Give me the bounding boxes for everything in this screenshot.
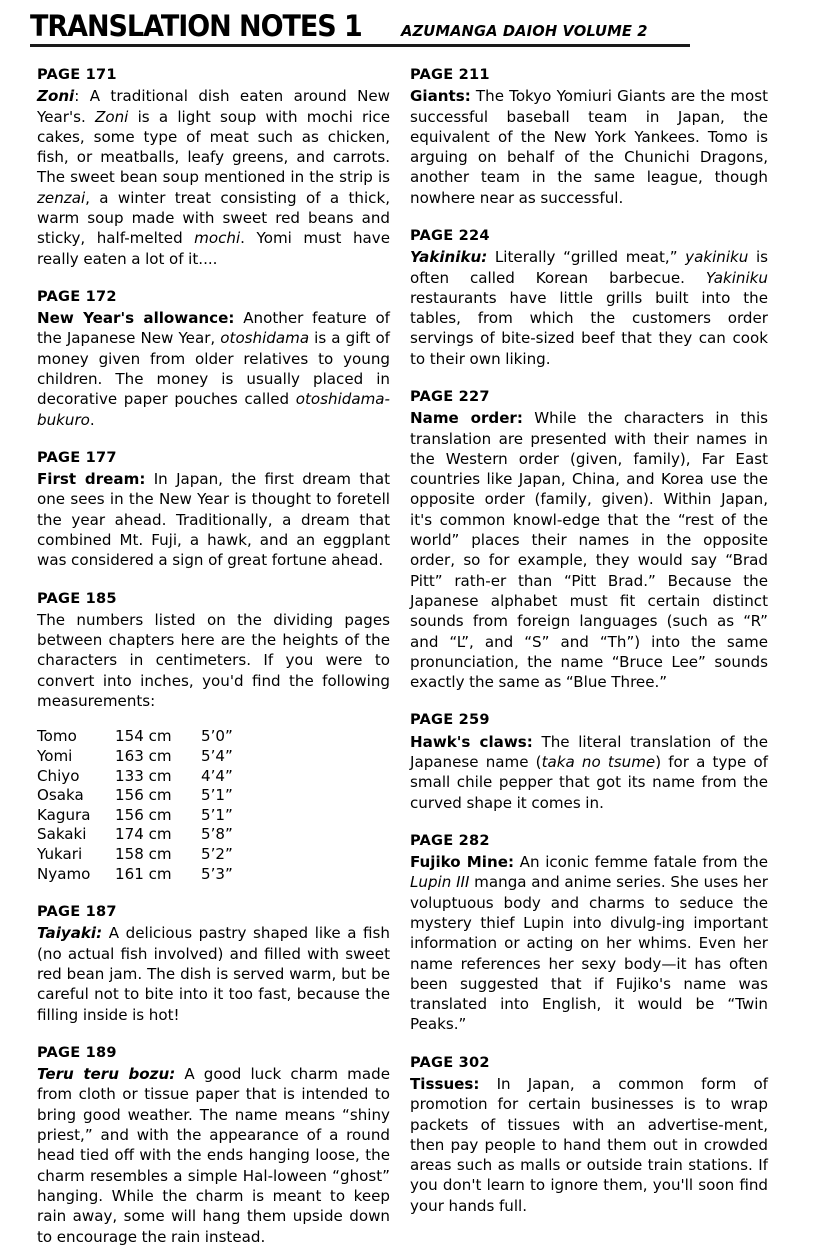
note-page-187 xyxy=(37,903,390,1025)
note-page-185 xyxy=(37,590,390,885)
note-page-211 xyxy=(410,66,768,208)
table-row xyxy=(37,825,261,845)
height-ft-cell: 5’1” xyxy=(201,786,233,805)
note-body: The numbers listed on the dividing pages between chapters here are the heights of the characters in centimeters. If you were to convert into inches, you'd find the following measurements: xyxy=(37,610,390,711)
note-page-282 xyxy=(410,832,768,1035)
note-page-224 xyxy=(410,227,768,369)
note-body: Giants: The Tokyo Yomiuri Giants are the most successful baseball team in Japan, the equivalent of the New York Yankees. Tomo is arguing on behalf of the Chunichi Dragons, another team in the same league, though nowhere near as successful. xyxy=(410,87,768,207)
height-name-cell: Tomo xyxy=(37,727,77,746)
height-cm-cell: 156 cm xyxy=(115,805,172,824)
note-page-177 xyxy=(37,449,390,571)
page-label: PAGE 211 xyxy=(410,66,490,83)
height-table-body xyxy=(37,727,261,884)
page-label: PAGE 224 xyxy=(410,227,490,245)
height-cm-cell: 163 cm xyxy=(115,746,172,765)
page-label: PAGE 259 xyxy=(410,711,490,729)
height-ft-cell: 4’4” xyxy=(201,766,233,785)
note-page-302 xyxy=(410,1054,768,1216)
note-page-171 xyxy=(37,66,390,269)
note-body: Hawk's claws: The literal translation of the Japanese name (taka no tsume) for a type of small chile pepper that got its name from the curved shape it comes in. xyxy=(410,732,768,812)
height-name-cell: Sakaki xyxy=(37,825,87,844)
table-row xyxy=(37,747,261,767)
page-subtitle: AZUMANGA DAIOH VOLUME 2 xyxy=(400,22,648,40)
height-cm-cell: 161 cm xyxy=(115,864,172,883)
note-body: Fujiko Mine: An iconic femme fatale from the Lupin III manga and anime series. She uses her voluptuous body and charms to seduce the mystery thief Lupin into divulg-ing important information or acting on her whims. Even her name references her sexy body—it has often been suggested that if Fujiko's name was translated into English, it would be “Twin Peaks.” xyxy=(410,853,768,1034)
note-body: Tissues: In Japan, a common form of promotion for certain businesses is to wrap packets of tissues with an advertise-ment, then pay people to hand them out in crowded areas such as malls or outside train stations. If you don't learn to ignore them, you'll soon find your hands full. xyxy=(410,1074,768,1215)
table-row xyxy=(37,727,261,747)
left-column xyxy=(37,66,390,1247)
note-body: First dream: In Japan, the first dream that one sees in the New Year is thought to foretell the year ahead. Traditionally, a dream that combined Mt. Fuji, a hawk, and an eggplant was considered a sign of great fortune ahead. xyxy=(37,470,390,570)
height-cm-cell: 158 cm xyxy=(115,845,172,864)
page-label: PAGE 185 xyxy=(37,589,117,607)
page-label: PAGE 189 xyxy=(37,1043,117,1061)
header-divider xyxy=(30,44,690,47)
page-label: PAGE 227 xyxy=(410,388,490,406)
note-body: Taiyaki: A delicious pastry shaped like a fish (no actual fish involved) and filled with sweet red bean jam. The dish is served warm, but be careful not to bite into it too fast, because the filling inside is hot! xyxy=(37,924,390,1024)
page-label: PAGE 282 xyxy=(410,831,490,849)
note-body: Name order: While the characters in this translation are presented with their names in the Western order (given, family), Far East countries like Japan, China, and Korea use the opposite order (family, given). Within Japan, it's common knowl-edge that the “rest of the world” places their names in the opposite order, so for example, they would say “Brad Pitt” rath-er than “Pitt Brad.” Because the Japanese alphabet must fit certain distinct sounds from foreign languages (such as “R” and “L”, and “S” and “Th”) into the same pronunciation, the name “Bruce Lee” sounds exactly the same as “Blue Three.” xyxy=(410,409,768,692)
note-page-172 xyxy=(37,288,390,430)
note-body: New Year's allowance: Another feature of the Japanese New Year, otoshidama is a gift of money given from older relatives to young children. The money is usually placed in decorative paper pouches called otoshidama-bukuro. xyxy=(37,309,390,429)
page-label: PAGE 177 xyxy=(37,448,117,466)
masthead-line xyxy=(30,9,692,43)
note-page-189 xyxy=(37,1044,390,1247)
note-body: Yakiniku: Literally “grilled meat,” yakiniku is often called Korean barbecue. Yakiniku restaurants have little grills built into the tables, from which the customers order servings of bite-sized beef that they can cook to their own liking. xyxy=(410,248,768,368)
height-cm-cell: 154 cm xyxy=(115,727,172,746)
table-row xyxy=(37,865,261,885)
table-row xyxy=(37,806,261,826)
note-body: Zoni: A traditional dish eaten around New Year's. Zoni is a light soup with mochi rice cakes, some type of meat such as chicken, fish, or meatballs, leafy greens, and carrots. The sweet bean soup mentioned in the strip is zenzai, a winter treat consisting of a thick, warm soup made with sweet red beans and sticky, half-melted mochi. Yomi must have really eaten a lot of it.... xyxy=(37,87,390,268)
height-name-cell: Osaka xyxy=(37,786,84,805)
masthead xyxy=(30,9,692,43)
height-cm-cell: 174 cm xyxy=(115,825,172,844)
height-name-cell: Chiyo xyxy=(37,766,80,785)
table-row xyxy=(37,767,261,787)
height-name-cell: Nyamo xyxy=(37,864,91,883)
note-page-227 xyxy=(410,388,768,692)
height-cm-cell: 156 cm xyxy=(115,786,172,805)
height-ft-cell: 5’2” xyxy=(201,845,233,864)
height-name-cell: Yukari xyxy=(37,845,83,864)
table-row xyxy=(37,845,261,865)
height-ft-cell: 5’3” xyxy=(201,864,233,883)
page-label: PAGE 302 xyxy=(410,1053,490,1071)
height-ft-cell: 5’8” xyxy=(201,825,233,844)
page-label: PAGE 171 xyxy=(37,66,117,83)
height-ft-cell: 5’1” xyxy=(201,805,233,824)
height-name-cell: Yomi xyxy=(37,746,73,765)
height-ft-cell: 5’0” xyxy=(201,727,233,746)
table-row xyxy=(37,786,261,806)
right-column xyxy=(410,66,768,1216)
note-page-259 xyxy=(410,711,768,812)
character-heights-table xyxy=(37,727,261,884)
height-cm-cell: 133 cm xyxy=(115,766,172,785)
page-label: PAGE 172 xyxy=(37,287,117,305)
page-title: TRANSLATION NOTES 1 xyxy=(30,9,362,43)
height-name-cell: Kagura xyxy=(37,805,91,824)
height-ft-cell: 5’4” xyxy=(201,746,233,765)
note-body: Teru teru bozu: A good luck charm made from cloth or tissue paper that is intended to bring good weather. The name means “shiny priest,” and with the appearance of a round head tied off with the ends hanging loose, the charm resembles a simple Hal-loween “ghost” hanging. While the charm is meant to keep rain away, some will hang them upside down to encourage the rain instead. xyxy=(37,1065,390,1246)
page-label: PAGE 187 xyxy=(37,903,117,921)
